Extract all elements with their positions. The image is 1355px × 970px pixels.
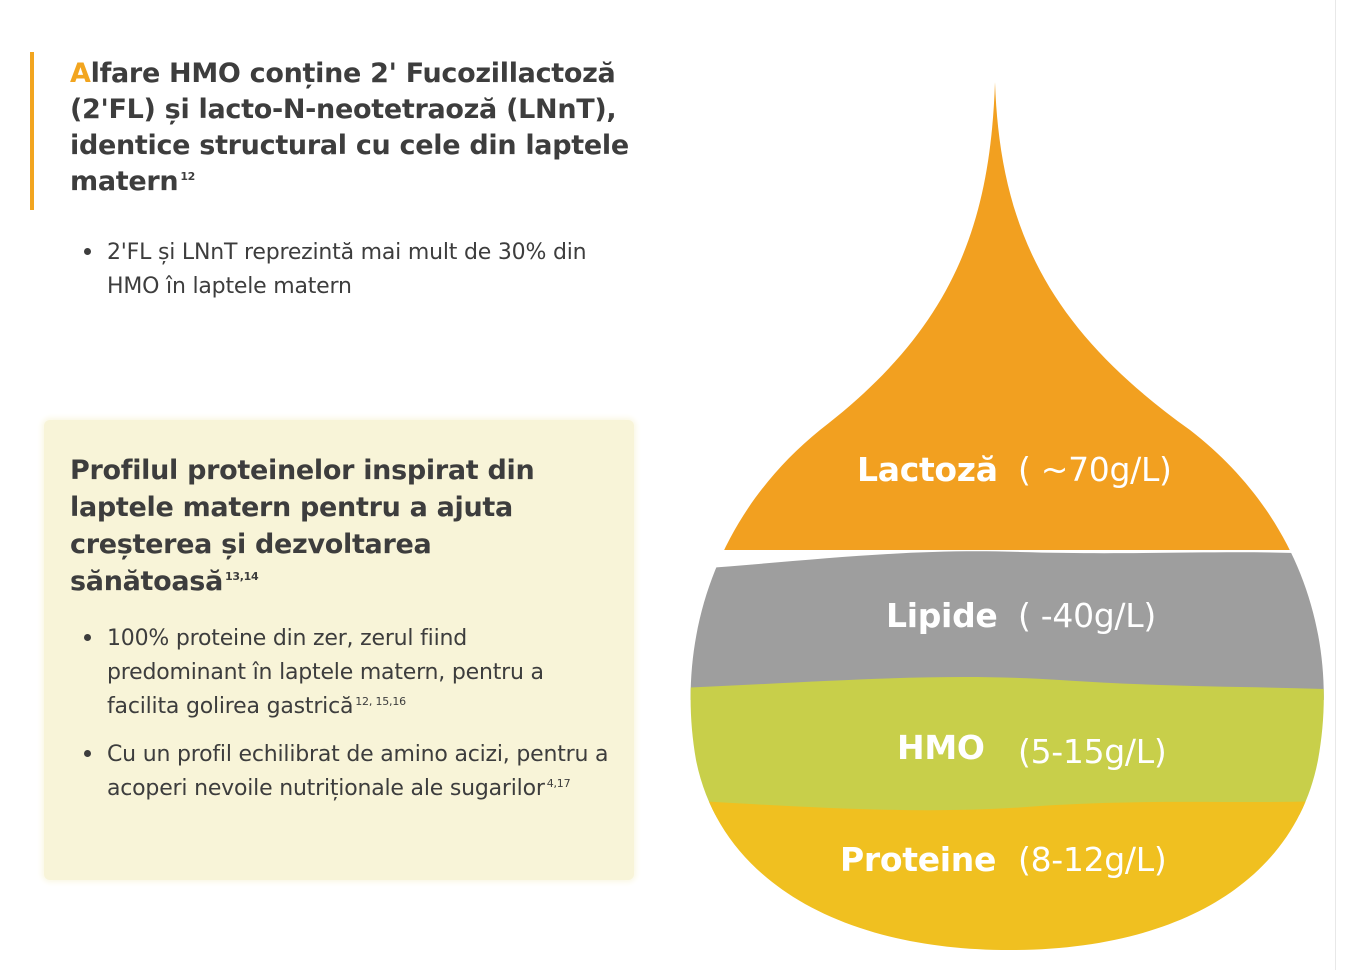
drop-layer-hmo — [680, 677, 1350, 815]
protein-profile-item — [72, 738, 612, 806]
drop-value-proteine: (8-12g/L) — [1018, 840, 1167, 879]
top-bullet-list — [72, 236, 592, 304]
headline-reference: 12 — [180, 170, 196, 183]
protein-profile-title-reference: 13,14 — [225, 570, 259, 583]
protein-profile-title-text: Profilul proteinelor inspirat din laptele matern pentru a ajuta creșterea și dezvoltarea sănătoasă — [70, 455, 535, 597]
accent-bar — [30, 52, 34, 210]
headline-text: lfare HMO conține 2' Fucozillactoză (2'FL) și lacto-N-neotetraoză (LNnT), identice structural cu cele din laptele matern — [70, 58, 629, 197]
drop-label-lactoza: Lactoză — [857, 450, 998, 489]
drop-layer-lactoza — [680, 70, 1350, 550]
protein-profile-list — [72, 622, 612, 820]
top-bullet-item — [72, 236, 592, 304]
drop-layer-proteine — [680, 800, 1350, 960]
protein-profile-item-reference: 4,17 — [546, 776, 571, 790]
milk-drop-diagram — [680, 70, 1350, 960]
drop-value-lipide: ( -40g/L) — [1018, 596, 1156, 635]
drop-label-hmo: HMO — [897, 728, 985, 767]
drop-value-lactoza: ( ~70g/L) — [1018, 450, 1172, 489]
protein-profile-item-reference: 12, 15,16 — [355, 694, 406, 708]
protein-profile-title — [70, 452, 590, 600]
top-bullet-text: 2'FL și LNnT reprezintă mai mult de 30% din HMO în laptele matern — [107, 240, 587, 299]
drop-label-proteine: Proteine — [840, 840, 997, 879]
drop-label-lipide: Lipide — [886, 596, 998, 635]
protein-profile-item-text: Cu un profil echilibrat de amino acizi, pentru a acoperi nevoile nutriționale ale sugarilor — [107, 742, 609, 801]
protein-profile-item — [72, 622, 612, 724]
drop-value-hmo: (5-15g/L) — [1018, 732, 1167, 771]
drop-layer-lipide — [680, 551, 1350, 700]
headline — [70, 56, 670, 200]
protein-profile-item-text: 100% proteine din zer, zerul fiind predominant în laptele matern, pentru a facilita golirea gastrică — [107, 626, 544, 719]
headline-first-letter: A — [70, 58, 91, 89]
